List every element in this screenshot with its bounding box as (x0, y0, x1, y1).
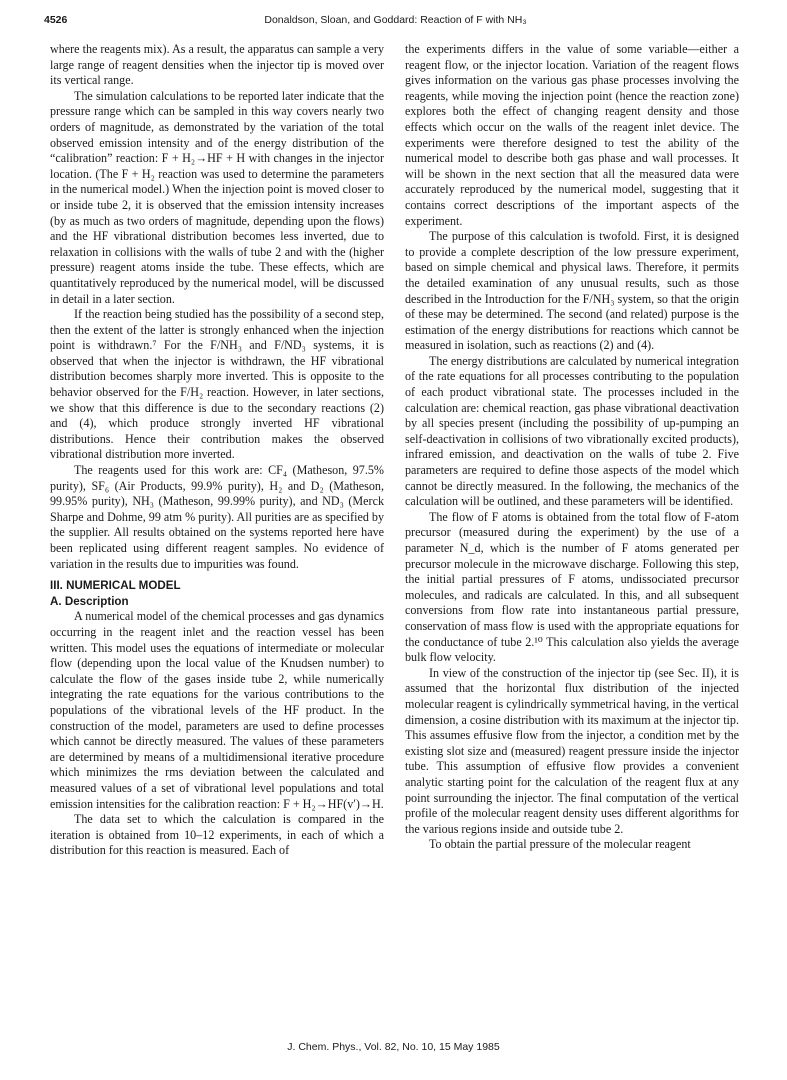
right-column (405, 42, 739, 853)
subsection-heading: A. Description (50, 594, 129, 608)
paragraph: If the reaction being studied has the possibility of a second step, then the extent of the latter is strongly enhanced when the injection point is withdrawn.⁷ For the F/NH₃ and F/ND₃ systems, it is observed that when the injector is withdrawn, the HF vibrational distribution becomes sharply more inverted. This is opposite to the behavior observed for the F/H₂ reaction. However, in later sections, we show that this difference is due to the secondary reactions (2) and (4), which produce strongly inverted HF vibrational distributions. Hence their contribution makes the observed vibrational distribution more inverted. (50, 307, 384, 462)
paragraph: the experiments differs in the value of some variable—either a reagent flow, or the injector location. Variation of the reagent flows gives information on the various gas phase processes involving the reagents, while moving the injection point (hence the reaction zone) explores both the effect of changing reagent density and those effects which occur on the walls of the reagent inlet device. The experiments were therefore designed to test the ability of the numerical model to describe both gas phase and wall processes. It will be shown in the next section that all the measured data were accurately reproduced by the numerical model, suggesting that it contains correct descriptions of the important aspects of the experiment. (405, 42, 739, 228)
paragraph: A numerical model of the chemical processes and gas dynamics occurring in the reagent inlet and the reaction vessel has been written. This model uses the equations of intermediate or molecular flow (depending upon the local value of the Knudsen number) to calculate the flow of the gases inside tube 2, while numerically integrating the rate equations for the various contributions to the populations of the vibrational levels of the HF product. In the construction of the model, parameters are used to define processes which cannot be directly measured. The values of these parameters are determined by means of a multidimensional iterative procedure which minimizes the rms deviation between the calculated and measured values of a set of vibrational level populations and total emission intensities for the calibration reaction: F + H₂→HF(v′)→H. (50, 609, 384, 811)
journal-footer: J. Chem. Phys., Vol. 82, No. 10, 15 May 1985 (287, 1041, 500, 1053)
paragraph: The simulation calculations to be reported later indicate that the pressure range which can be sampled in this way covers nearly two orders of magnitude, as demonstrated by the variation of the total observed emission intensity and of the energy distribution of the “calibration” reaction: F + H₂→HF + H with changes in the injector location. (The F + H₂ reaction was used to determine the parameters in the numerical model.) When the injection point is moved closer to or inside tube 2, it is observed that the emission intensity increases (by as much as two orders of magnitude, depending upon the flows) and the HF vibrational distribution becomes less inverted, due to relaxation in collisions with the walls of tube 2 and with the (higher pressure) reagent atoms inside the tube. These effects, which are quantitatively reproduced by the numerical model, will be discussed in detail in a later section. (50, 88, 384, 306)
running-head: Donaldson, Sloan, and Goddard: Reaction of F with NH₃ (264, 14, 527, 26)
paragraph: The purpose of this calculation is twofold. First, it is designed to provide a complete description of the low pressure experiment, based on simple chemical and physical laws. Therefore, it permits the detailed examination of any unusual results, such as those described in the Introduction for the F/NH₃ system, so that the origin of these may be determined. The second (and related) purpose is the estimation of the energy distributions for reactions which cannot be measured in isolation, such as reactions (2) and (4). (405, 229, 739, 353)
paragraph: To obtain the partial pressure of the molecular reagent (429, 837, 691, 852)
paragraph: The reagents used for this work are: CF₄ (Matheson, 97.5% purity), SF₆ (Air Products, 99.9% purity), H₂ and D₂ (Matheson, 99.95% purity), NH₃ (Matheson, 99.99% purity), and ND₃ (Merck Sharpe and Dohme, 99 atm % purity). All purities are as specified by the supplier. All results obtained on the systems reported here have been replicated using different reagent samples. No evidence of variation in the results due to impurities was found. (50, 463, 384, 571)
page-number: 4526 (44, 14, 68, 26)
paragraph: The data set to which the calculation is compared in the iteration is obtained from 10–12 experiments, in each of which a distribution for this reaction is measured. Each of (50, 812, 384, 858)
paragraph: where the reagents mix). As a result, the apparatus can sample a very large range of reagent densities when the injector tip is moved over its vertical range. (50, 42, 384, 88)
section-heading: III. NUMERICAL MODEL (50, 579, 181, 593)
running-header (44, 14, 747, 32)
paragraph: The flow of F atoms is obtained from the total flow of F-atom precursor (measured during the experiment) by the use of a parameter N_d, which is the number of F atoms generated per precursor molecule in the microwave discharge. Following this step, the initial partial pressures of F atoms, undissociated precursor molecules, and radicals are calculated. In this, and all subsequent conversions from flow rate into instantaneous partial pressure, conservation of mass flow is used with the appropriate equations for the conductance of tube 2.¹⁰ This calculation also yields the average bulk flow velocity. (405, 509, 739, 665)
paragraph: In view of the construction of the injector tip (see Sec. II), it is assumed that the horizontal flux distribution of the injected molecular reagent is cylindrically symmetrical having, in the vertical dimension, a cosine distribution with its maximum at the injector tip. This assumes effusive flow from the injector, a condition met by the existing slot size and (measured) reagent pressure inside the injector tube. This assumption of effusive flow provides a convenient analytic starting point for the calculation of the reagent flux at any point surrounding the injector. The final computation of the vertical profile of the molecular reagent density uses different algorithms for the various regions inside and outside tube 2. (405, 665, 739, 836)
paragraph: The energy distributions are calculated by numerical integration of the rate equations for all processes contributing to the population of each product vibrational state. The processes included in the calculation are: chemical reaction, gas phase vibrational deactivation by all species present (including the possibility of up-pumping an self-deactivation in collisions of two vibrationally excited products), infrared emission, and deactivation on the walls of tube 2. Five parameters are required to define those aspects of the model which cannot be directly measured. In the following, the mechanics of the calculation will be outlined, and these parameters will be identified. (405, 353, 739, 509)
left-column (50, 42, 384, 859)
